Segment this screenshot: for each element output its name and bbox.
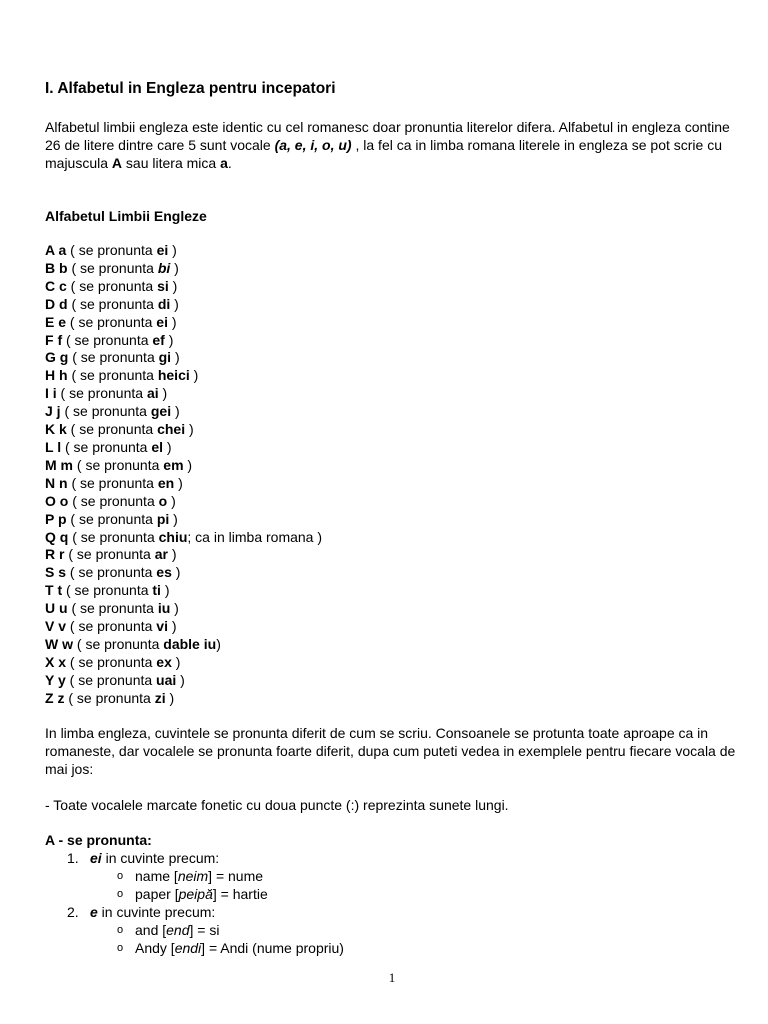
pronounce-prefix: ( se pronunta: [66, 242, 157, 258]
pronounce-suffix: ): [171, 653, 181, 670]
letter-pair: D d: [45, 295, 68, 312]
letter-pair: P p: [45, 510, 67, 527]
pronounce-suffix: ): [160, 582, 170, 599]
vowel-sound: ei: [90, 850, 102, 866]
pronounce-suffix: ): [167, 546, 177, 563]
intro-text-run: a: [220, 155, 228, 171]
letter-pair: K k: [45, 421, 67, 438]
example-translation: ] = si: [189, 922, 220, 938]
alphabet-entry: [45, 349, 322, 367]
example-item: [90, 867, 344, 885]
alphabet-entry: [45, 403, 322, 421]
example-list: [90, 867, 344, 903]
letter-pair: J j: [45, 403, 61, 420]
letter-pair: V v: [45, 618, 67, 635]
alphabet-entry: [45, 672, 322, 690]
pronounce-suffix: ): [313, 528, 323, 545]
pronounce-prefix: ( se pronunta: [67, 295, 158, 312]
letter-pair: X x: [45, 653, 67, 670]
pronounce-prefix: ( se pronunta: [66, 313, 157, 330]
pronounce-suffix: ): [165, 689, 175, 706]
letter-pair: H h: [45, 367, 68, 384]
pronunciation: ei: [156, 242, 169, 258]
alphabet-entry: [45, 511, 322, 529]
intro-paragraph: [45, 118, 745, 172]
alphabet-entry: [45, 296, 322, 314]
pronounce-suffix: ): [163, 438, 172, 455]
example-phonetic: endi: [174, 940, 202, 956]
example-phonetic: end: [166, 922, 190, 938]
pronounce-prefix: ( se pronunta: [67, 600, 158, 617]
pronunciation: vi: [156, 618, 168, 635]
pronounce-prefix: ( se pronunta: [66, 421, 158, 438]
alphabet-entry: [45, 654, 322, 672]
alphabet-list: [45, 242, 322, 708]
pronunciation: ex: [156, 653, 172, 670]
pronunciation: dable iu: [163, 635, 217, 652]
letter-pair: N n: [45, 474, 68, 491]
vowel-sound-text: in cuvinte precum:: [97, 904, 216, 920]
alphabet-entry: [45, 618, 322, 636]
example-translation: ] = Andi (nume propriu): [201, 940, 344, 956]
letter-pair: W w: [45, 635, 73, 652]
alphabet-entry: [45, 564, 322, 582]
letter-pair: C c: [45, 277, 67, 294]
pronounce-suffix: ): [167, 313, 177, 330]
letter-pair: S s: [45, 564, 67, 581]
example-translation: ] = nume: [208, 868, 264, 884]
pronunciation: o: [158, 492, 168, 509]
alphabet-entry: [45, 475, 322, 493]
letter-pair: A a: [45, 242, 67, 258]
pronunciation: chiu: [158, 528, 188, 545]
pronounce-prefix: ( se pronunta: [68, 528, 159, 545]
item-number: 2.: [67, 904, 79, 920]
pronounce-suffix: ): [185, 421, 194, 438]
pronounce-prefix: ( se pronunta: [68, 492, 159, 509]
letter-pair: Q q: [45, 528, 69, 545]
pronounce-prefix: ( se pronunta: [66, 277, 158, 294]
example-phonetic: neim: [177, 868, 209, 884]
letter-pair: R r: [45, 546, 65, 563]
pronunciation: ar: [154, 546, 168, 563]
alphabet-entry: [45, 260, 322, 278]
vowel-a-list: [45, 849, 344, 957]
intro-text-run: (a, e, i, o, u): [274, 137, 352, 153]
pronunciation: iu: [157, 600, 171, 617]
intro-text-run: Alfabetul limbii engleza este identic cu cel romanesc doar pronuntia literelor difera. Alfabetul in engleza contine 26 de litere dintre care 5 sunt vocale: [45, 119, 730, 153]
pronunciation-explanation: In limba engleza, cuvintele se pronunta diferit de cum se scriu. Consoanele se protunta toate aproape ca in romaneste, dar vocalele se pronunta foarte diferit, dupa cum puteti vedea in exemplele pentru fiecare vocala de mai jos:: [45, 725, 736, 777]
pronounce-suffix: ): [174, 474, 183, 491]
letter-pair: U u: [45, 600, 68, 617]
alphabet-entry: [45, 242, 322, 260]
bullet-icon: o: [117, 888, 124, 900]
example-word: and [: [135, 922, 167, 938]
pronunciation: si: [157, 277, 169, 294]
alphabet-entry: [45, 529, 322, 547]
pronunciation: ai: [146, 385, 159, 402]
pronounce-suffix: ): [164, 331, 174, 348]
example-item: [90, 885, 344, 903]
pronunciation: em: [163, 456, 184, 473]
alphabet-entry: [45, 457, 322, 475]
alphabet-entry: [45, 332, 322, 350]
pronounce-suffix: ): [216, 635, 221, 652]
example-item: [90, 939, 344, 957]
pronunciation: heici: [157, 367, 190, 384]
pronounce-prefix: ( se pronunta: [66, 618, 157, 635]
alphabet-entry: [45, 546, 322, 564]
pronounce-prefix: ( se pronunta: [61, 438, 152, 455]
pronounce-prefix: ( se pronunta: [62, 331, 153, 348]
pronounce-suffix: ): [167, 492, 176, 509]
page-number: 1: [388, 970, 396, 985]
intro-text-run: , la fel ca in limba romana literele in engleza se pot scrie cu majuscula: [45, 137, 722, 171]
pronounce-prefix: ( se pronunta: [67, 367, 158, 384]
vowel-sound-item: [45, 849, 344, 903]
intro-text-run: A: [111, 155, 123, 171]
pronounce-prefix: ( se pronunta: [73, 635, 164, 652]
letter-pair: B b: [45, 259, 68, 276]
alphabet-heading: Alfabetul Limbii Engleze: [45, 208, 207, 224]
pronunciation: es: [156, 564, 172, 581]
section-a-heading: A - se pronunta:: [45, 832, 152, 848]
example-word: name [: [135, 868, 178, 884]
pronounce-suffix: ): [169, 510, 178, 527]
pronounce-prefix: ( se pronunta: [73, 456, 164, 473]
pronunciation: uai: [156, 671, 177, 688]
pronunciation: pi: [156, 510, 170, 527]
vowel-sound: e: [90, 904, 98, 920]
pronounce-suffix: ): [176, 671, 185, 688]
pronounce-prefix: ( se pronunta: [56, 385, 147, 402]
pronunciation: gei: [150, 403, 172, 420]
example-translation: ] = hartie: [212, 886, 268, 902]
pronounce-suffix: ): [158, 385, 168, 402]
page-title: I. Alfabetul in Engleza pentru incepatori: [45, 80, 336, 97]
pronounce-prefix: ( se pronunta: [64, 689, 155, 706]
pronounce-prefix: ( se pronunta: [60, 403, 151, 420]
long-vowel-note: - Toate vocalele marcate fonetic cu doua puncte (:) reprezinta sunete lungi.: [45, 797, 509, 813]
pronounce-prefix: ( se pronunta: [65, 671, 157, 688]
pronunciation-note: ; ca in limba romana: [187, 528, 314, 545]
pronunciation: di: [157, 295, 171, 312]
letter-pair: G g: [45, 349, 69, 366]
alphabet-entry: [45, 385, 322, 403]
pronounce-suffix: ): [170, 295, 179, 312]
alphabet-entry: [45, 493, 322, 511]
letter-pair: O o: [45, 492, 69, 509]
alphabet-entry: [45, 421, 322, 439]
bullet-icon: o: [117, 924, 124, 936]
pronunciation: ei: [156, 313, 168, 330]
letter-pair: M m: [45, 456, 73, 473]
pronounce-prefix: ( se pronunta: [66, 510, 157, 527]
pronunciation: zi: [154, 689, 166, 706]
pronounce-prefix: ( se pronunta: [62, 582, 153, 599]
vowel-sound-text: in cuvinte precum:: [101, 850, 220, 866]
example-item: [90, 921, 344, 939]
example-word: paper [: [135, 886, 179, 902]
pronunciation: en: [157, 474, 175, 491]
pronunciation: chei: [157, 421, 186, 438]
pronunciation: ti: [152, 582, 161, 599]
pronounce-prefix: ( se pronunta: [67, 259, 158, 276]
pronounce-suffix: ): [171, 564, 181, 581]
pronunciation: bi: [157, 259, 171, 276]
letter-pair: L l: [45, 438, 62, 455]
pronounce-suffix: ): [168, 242, 177, 258]
bullet-icon: o: [117, 942, 124, 954]
pronunciation: ef: [152, 331, 165, 348]
alphabet-entry: [45, 367, 322, 385]
pronounce-suffix: ): [189, 367, 199, 384]
pronounce-prefix: ( se pronunta: [66, 653, 157, 670]
example-list: [90, 921, 344, 957]
pronunciation: gi: [158, 349, 172, 366]
letter-pair: Z z: [45, 689, 65, 706]
item-number: 1.: [67, 850, 79, 866]
intro-text-run: .: [227, 155, 232, 171]
pronounce-suffix: ): [183, 456, 193, 473]
alphabet-entry: [45, 636, 322, 654]
pronounce-suffix: ): [167, 618, 177, 635]
alphabet-entry: [45, 600, 322, 618]
alphabet-entry: [45, 690, 322, 708]
pronounce-prefix: ( se pronunta: [66, 564, 157, 581]
letter-pair: Y y: [45, 671, 66, 688]
letter-pair: E e: [45, 313, 67, 330]
alphabet-entry: [45, 314, 322, 332]
alphabet-entry: [45, 278, 322, 296]
pronounce-prefix: ( se pronunta: [68, 349, 159, 366]
pronounce-prefix: ( se pronunta: [64, 546, 155, 563]
bullet-icon: o: [117, 870, 124, 882]
pronounce-suffix: ): [168, 277, 178, 294]
pronounce-suffix: ): [171, 403, 180, 420]
example-word: Andy [: [135, 940, 175, 956]
pronunciation: el: [151, 438, 164, 455]
pronounce-suffix: ): [170, 600, 179, 617]
pronounce-suffix: ): [171, 349, 180, 366]
intro-text-run: sau litera mica: [122, 155, 221, 171]
vowel-sound-item: [45, 903, 344, 957]
letter-pair: I i: [45, 385, 57, 402]
letter-pair: F f: [45, 331, 63, 348]
pronounce-prefix: ( se pronunta: [67, 474, 158, 491]
alphabet-entry: [45, 439, 322, 457]
letter-pair: T t: [45, 582, 63, 599]
example-phonetic: peipă: [178, 886, 213, 902]
pronounce-suffix: ): [170, 259, 179, 276]
alphabet-entry: [45, 582, 322, 600]
